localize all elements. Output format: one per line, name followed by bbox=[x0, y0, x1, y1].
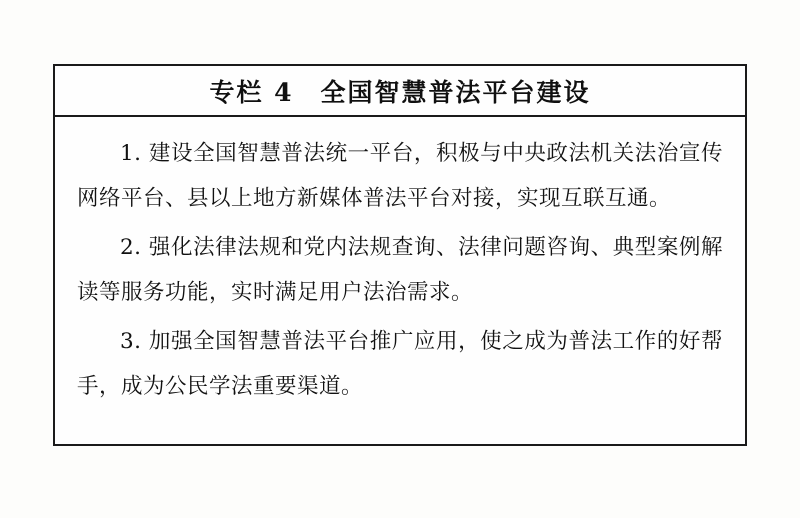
box-paragraph-1: 1. 建设全国智慧普法统一平台，积极与中央政法机关法治宣传网络平台、县以上地方新媒体普法平台对接，实现互联互通。 bbox=[77, 141, 723, 211]
highlight-box bbox=[53, 64, 747, 446]
box-title-text: 专栏 4 全国智慧普法平台建设 bbox=[209, 77, 591, 107]
box-paragraph-3: 3. 加强全国智慧普法平台推广应用，使之成为普法工作的好帮手，成为公民学法重要渠道。 bbox=[77, 329, 723, 399]
box-title-bar bbox=[55, 66, 745, 117]
box-body bbox=[55, 117, 745, 419]
box-paragraph-2: 2. 强化法律法规和党内法规查询、法律问题咨询、典型案例解读等服务功能，实时满足用户法治需求。 bbox=[77, 235, 723, 305]
